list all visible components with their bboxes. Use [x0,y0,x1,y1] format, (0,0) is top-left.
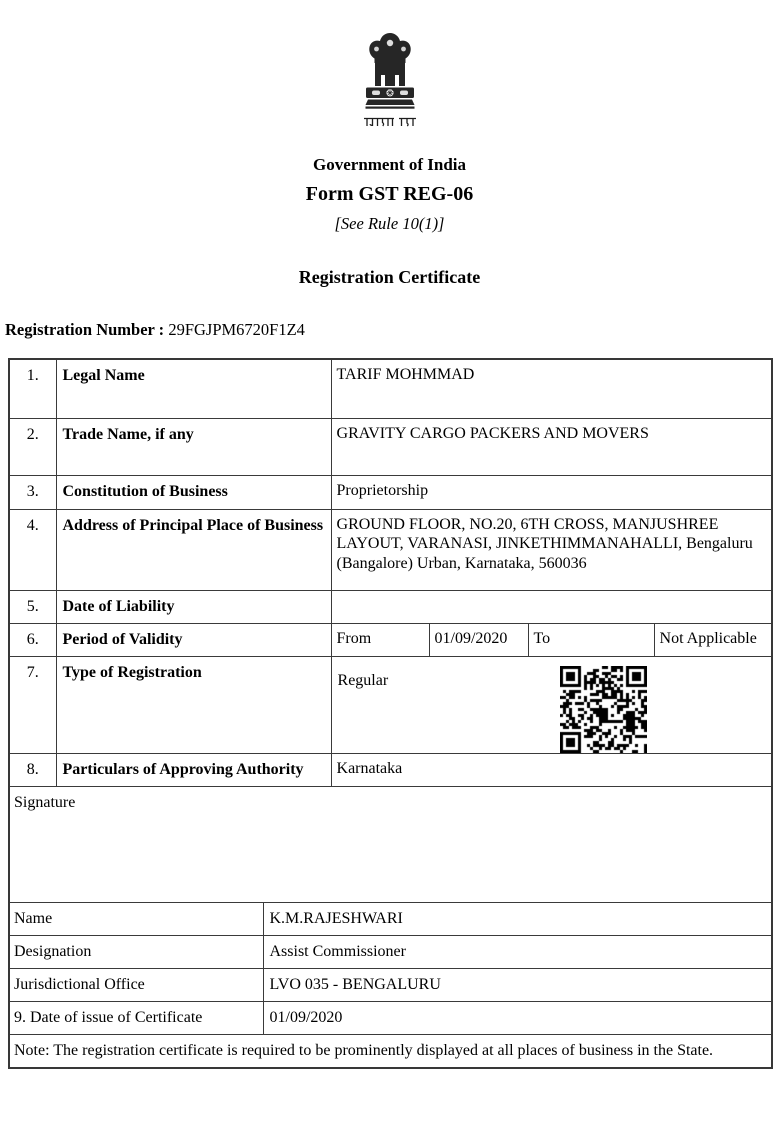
row-number: 5. [9,590,56,623]
government-title: Government of India [313,155,466,174]
emblem-motto-icon [363,117,417,128]
registration-number-label: Registration Number : [5,320,165,339]
registration-number-line [5,320,779,340]
table-row [9,935,772,968]
field-value-approving-authority: Karnataka [331,753,772,786]
field-value-trade-name: GRAVITY CARGO PACKERS AND MOVERS [331,418,772,475]
field-value-address: GROUND FLOOR, NO.20, 6TH CROSS, MANJUSHREE LAYOUT, VARANASI, JINKETHIMMANAHALLI, Bengaluru (Bangalore) Urban, Karnataka, 560036 [331,509,772,590]
table-row [9,656,772,753]
footer-value-name: K.M.RAJESHWARI [263,902,772,935]
table-row [9,359,772,418]
row-number: 8. [9,753,56,786]
table-row [9,1034,772,1068]
validity-to-value: Not Applicable [654,623,772,656]
table-row [9,902,772,935]
field-label-date-of-liability: Date of Liability [56,590,331,623]
registration-number-value: 29FGJPM6720F1Z4 [168,320,305,339]
row-number: 2. [9,418,56,475]
footer-label-name: Name [9,902,263,935]
table-row [9,1001,772,1034]
registration-type-value: Regular [337,671,389,689]
field-value-legal-name: TARIF MOHMMAD [331,359,772,418]
qr-code [560,666,647,753]
validity-to-label: To [528,623,654,656]
row-number: 3. [9,475,56,509]
table-row [9,418,772,475]
field-label-period-of-validity: Period of Validity [56,623,331,656]
row-number: 7. [9,656,56,753]
signature-field: Signature [9,786,772,902]
footer-label-date-of-issue: 9. Date of issue of Certificate [9,1001,263,1034]
certificate-title: Registration Certificate [298,267,481,287]
field-value-constitution: Proprietorship [331,475,772,509]
row-number: 1. [9,359,56,418]
field-label-legal-name: Legal Name [56,359,331,418]
field-label-address: Address of Principal Place of Business [56,509,331,590]
table-row [9,753,772,786]
table-row [9,590,772,623]
form-title: Form GST REG-06 [305,183,474,205]
footer-value-jurisdictional-office: LVO 035 - BENGALURU [263,968,772,1001]
certificate-table [8,358,773,1069]
row-number: 4. [9,509,56,590]
field-label-registration-type: Type of Registration [56,656,331,753]
india-state-emblem-icon [361,30,419,114]
footer-value-date-of-issue: 01/09/2020 [263,1001,772,1034]
table-row [9,786,772,902]
footer-label-designation: Designation [9,935,263,968]
field-value-date-of-liability [331,590,772,623]
field-value-registration-type [331,656,772,753]
validity-from-value: 01/09/2020 [429,623,528,656]
table-row [9,475,772,509]
footer-label-jurisdictional-office: Jurisdictional Office [9,968,263,1001]
row-number: 6. [9,623,56,656]
field-label-trade-name: Trade Name, if any [56,418,331,475]
table-row [9,509,772,590]
display-note: Note: The registration certificate is required to be prominently displayed at all places of business in the State. [9,1034,772,1068]
footer-value-designation: Assist Commissioner [263,935,772,968]
table-row [9,623,772,656]
field-label-approving-authority: Particulars of Approving Authority [56,753,331,786]
validity-from-label: From [331,623,429,656]
rule-reference: [See Rule 10(1)] [334,214,445,233]
field-label-constitution: Constitution of Business [56,475,331,509]
table-row [9,968,772,1001]
